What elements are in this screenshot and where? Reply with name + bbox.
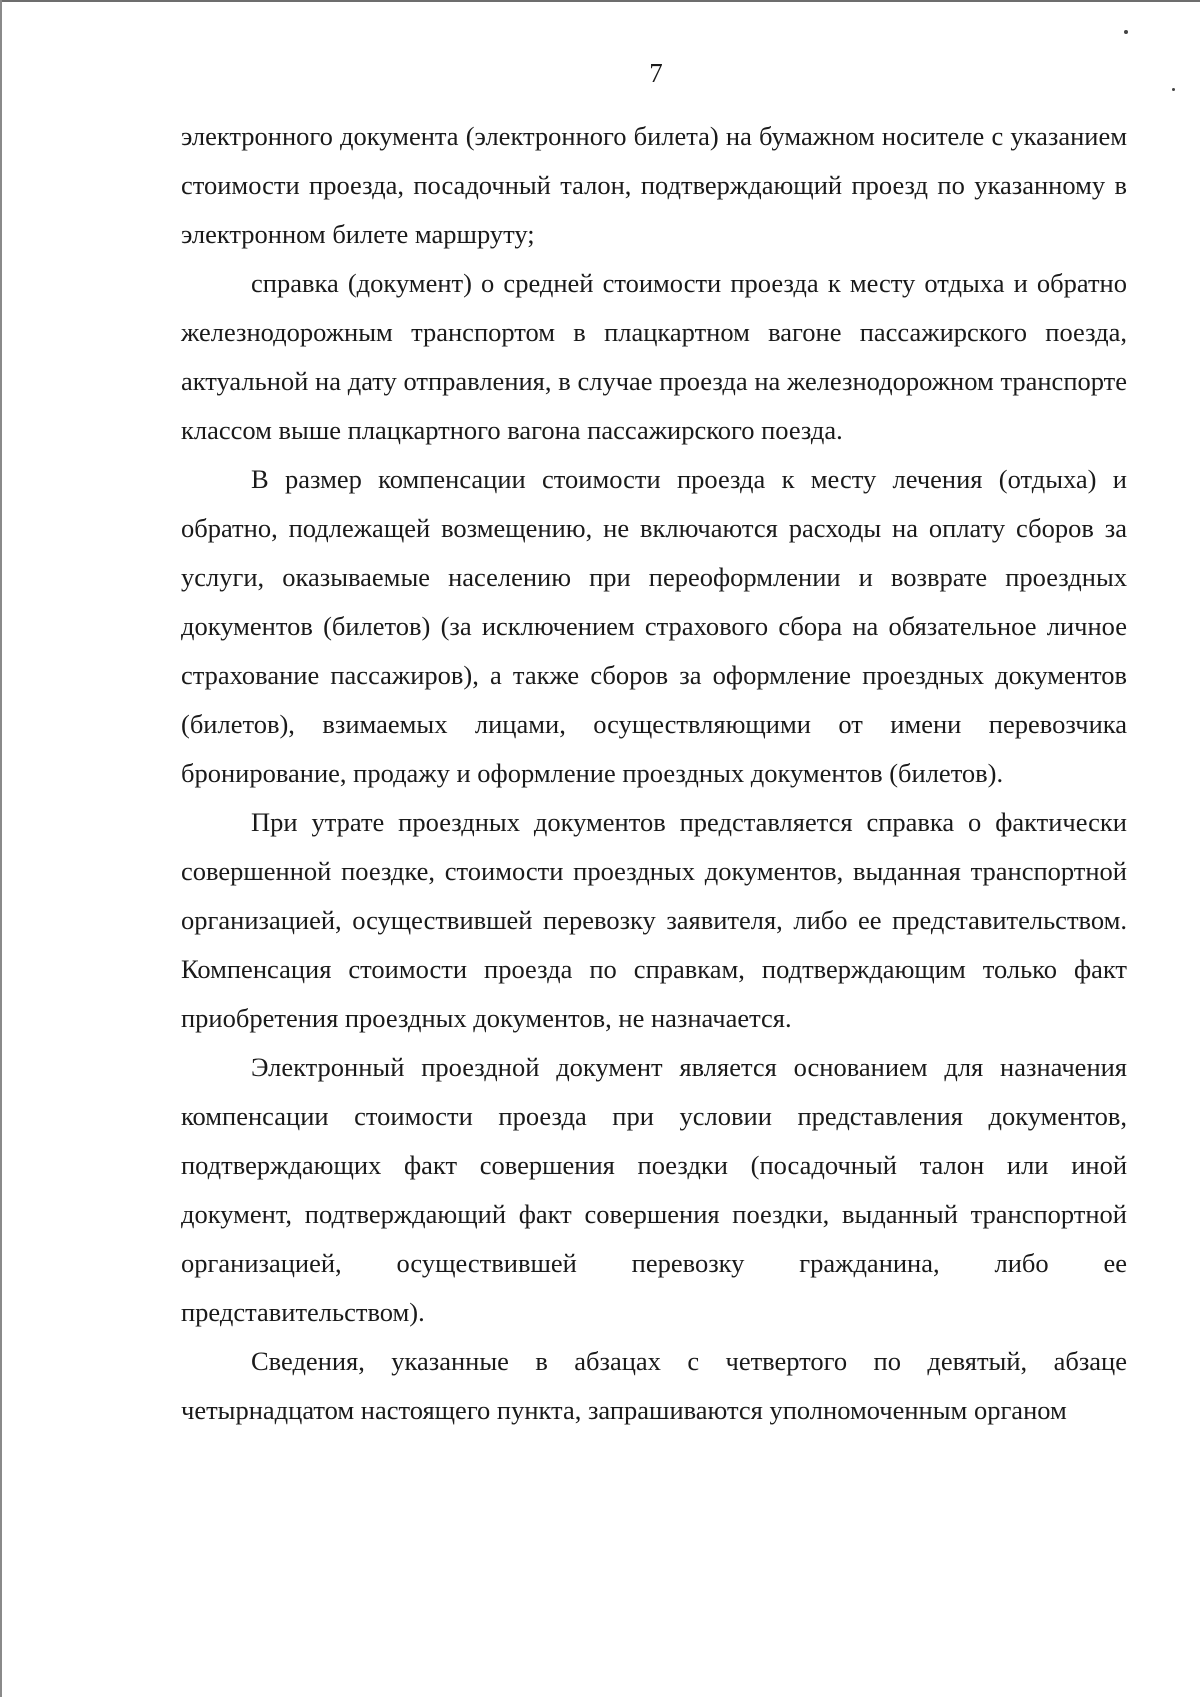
paragraph: Сведения, указанные в абзацах с четвертого по девятый, абзаце четырнадцатом настоящего пункта, запрашиваются уполномоченным органом xyxy=(181,1346,1127,1425)
paragraph: При утрате проездных документов представляется справка о фактически совершенной поездке, стоимости проездных документов, выданная транспортной организацией, осуществившей перевозку заявителя, либо ее представительством. Компенсация стоимости проезда по справкам, подтверждающим только факт приобретения проездных документов, не назначается. xyxy=(181,807,1127,1033)
scan-speck xyxy=(1124,30,1128,34)
paragraph: Электронный проездной документ является основанием для назначения компенсации стоимости проезда при условии представления документов, подтверждающих факт совершения поездки (посадочный талон или иной документ, подтверждающий факт совершения поездки, выданный транспортной организацией, осуществившей перевозку гражданина, либо ее представительством). xyxy=(181,1052,1127,1327)
document-body xyxy=(181,112,1127,1435)
scan-edge-left xyxy=(0,0,2,1697)
page-number: 7 xyxy=(649,58,663,88)
scan-edge-top xyxy=(0,0,1200,2)
paragraph: В размер компенсации стоимости проезда к месту лечения (отдыха) и обратно, подлежащей возмещению, не включаются расходы на оплату сборов за услуги, оказываемые населению при переоформлении и возврате проездных документов (билетов) (за исключением страхового сбора на обязательное личное страхование пассажиров), а также сборов за оформление проездных документов (билетов), взимаемых лицами, осуществляющими от имени перевозчика бронирование, продажу и оформление проездных документов (билетов). xyxy=(181,464,1127,788)
paragraph-continued: электронного документа (электронного билета) на бумажном носителе с указанием стоимости проезда, посадочный талон, подтверждающий проезд по указанному в электронном билете маршруту; xyxy=(181,121,1127,249)
paragraph: справка (документ) о средней стоимости проезда к месту отдыха и обратно железнодорожным транспортом в плацкартном вагоне пассажирского поезда, актуальной на дату отправления, в случае проезда на железнодорожном транспорте классом выше плацкартного вагона пассажирского поезда. xyxy=(181,268,1127,445)
